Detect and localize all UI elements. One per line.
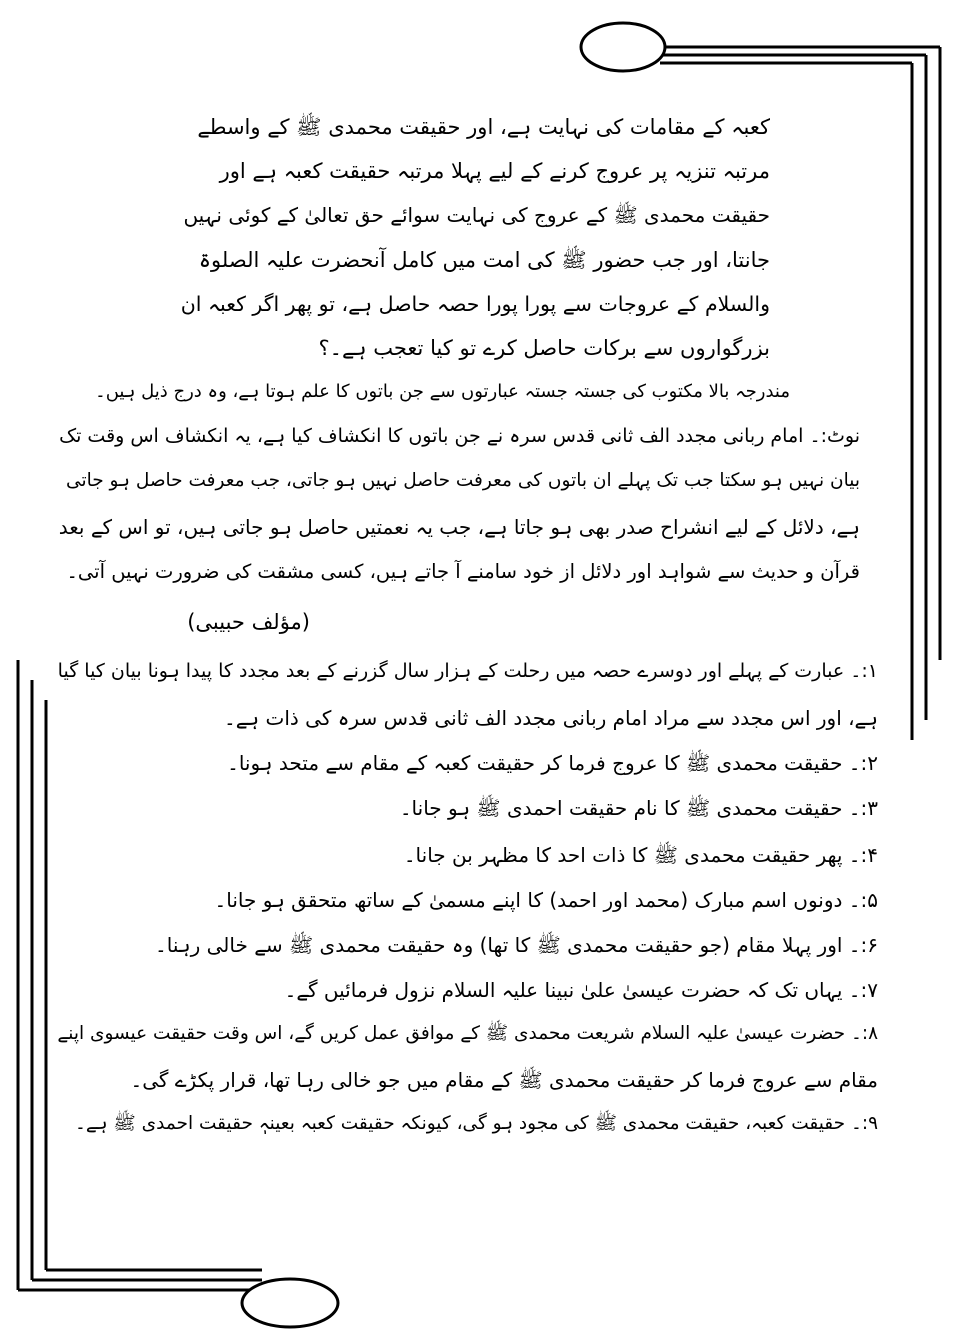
list-item: ۲:۔ حقیقت محمدی ﷺ کا عروج فرما کر حقیقت کعبہ کے مقام سے متحد ہونا۔ bbox=[227, 751, 878, 775]
list-item: ۱:۔ عبارت کے پہلے اور دوسرے حصہ میں رحلت کے ہزار سال گزرنے کے بعد مجدد کا پیدا ہونا بیان کیا گیا bbox=[57, 660, 878, 682]
note-line: نوٹ:۔ امام ربانی مجدد الف ثانی قدس سرہ نے جن باتوں کا انکشاف کیا ہے، یہ انکشاف اس وقت تک bbox=[59, 425, 860, 447]
list-item: ہے، اور اس مجدد سے مراد امام ربانی مجدد الف ثانی قدس سرہ کی ذات ہے۔ bbox=[223, 706, 878, 730]
author-attribution: (مؤلف حبیبی) bbox=[187, 610, 310, 634]
list-item: ۸:۔ حضرت عیسیٰ علیہ السلام شریعت محمدی ﷺ کے موافق عمل کریں گے، اس وقت حقیقت عیسوی اپنے bbox=[57, 1023, 878, 1044]
note-line: ہے، دلائل کے لیے انشراح صدر بھی ہو جاتا ہے، جب یہ نعمتیں حاصل ہو جاتی ہیں، تو اس کے بعد bbox=[58, 515, 860, 539]
list-item: ۳:۔ حقیقت محمدی ﷺ کا نام حقیقت احمدی ﷺ ہو جانا۔ bbox=[399, 796, 878, 820]
list-item: ۵:۔ دونوں اسم مبارک (محمد اور احمد) کا اپنے مسمیٰ کے ساتھ متحقق ہو جانا۔ bbox=[214, 888, 878, 912]
quote-line: جانتا، اور جب حضور ﷺ کی امت میں کامل آنحضرت علیہ الصلوۃ bbox=[198, 248, 770, 272]
bottom-ornament-oval bbox=[242, 1279, 338, 1327]
list-item: ۷:۔ یہاں تک کہ حضرت عیسیٰ علیٰ نبینا علیہ السلام نزول فرمائیں گے۔ bbox=[284, 978, 878, 1002]
quote-line: مرتبہ تنزیہ پر عروج کرنے کے لیے پہلا مرتبہ حقیقت کعبہ ہے اور bbox=[219, 159, 770, 183]
list-item: مقام سے عروج فرما کر حقیقت محمدی ﷺ کے مقام میں جو خالی رہا تھا، قرار پکڑے گی۔ bbox=[130, 1068, 878, 1092]
top-ornament-oval bbox=[581, 23, 665, 71]
note-line: قرآن و حدیث سے شواہد اور دلائل از خود سامنے آ جاتے ہیں، کسی مشقت کی ضرورت نہیں آتی۔ bbox=[66, 560, 860, 583]
quote-line: والسلام کے عروجات سے پورا پورا حصہ حاصل ہے، تو پھر اگر کعبہ ان bbox=[180, 292, 770, 316]
quote-line: کعبہ کے مقامات کی نہایت ہے، اور حقیقت محمدی ﷺ کے واسطے bbox=[197, 115, 770, 139]
note-line: بیان نہیں ہو سکتا جب تک پہلے ان باتوں کی معرفت حاصل نہیں ہو جاتی، جب معرفت حاصل ہو جاتی bbox=[66, 470, 860, 491]
intro-line: مندرجہ بالا مکتوب کی جستہ جستہ عبارتوں سے جن باتوں کا علم ہوتا ہے، وہ درج ذیل ہیں۔ bbox=[95, 381, 790, 402]
quote-line: حقیقت محمدی ﷺ کے عروج کی نہایت سوائے حق تعالیٰ کے کوئی نہیں bbox=[183, 203, 770, 227]
list-item: ۹:۔ حقیقت کعبہ، حقیقت محمدی ﷺ کی مجود ہو گی، کیونکہ حقیقت کعبہ بعینہٖ حقیقت احمدی ﷺ ہے۔ bbox=[75, 1113, 878, 1134]
list-item: ۴:۔ پھر حقیقت محمدی ﷺ کا ذات احد کا مظہر بن جانا۔ bbox=[403, 843, 878, 867]
list-item: ۶:۔ اور پہلا مقام (جو حقیقت محمدی ﷺ کا تھا) وہ حقیقت محمدی ﷺ سے خالی رہنا۔ bbox=[155, 933, 878, 957]
quote-line: بزرگواروں سے برکات حاصل کرے تو کیا تعجب ہے۔؟ bbox=[318, 336, 770, 360]
